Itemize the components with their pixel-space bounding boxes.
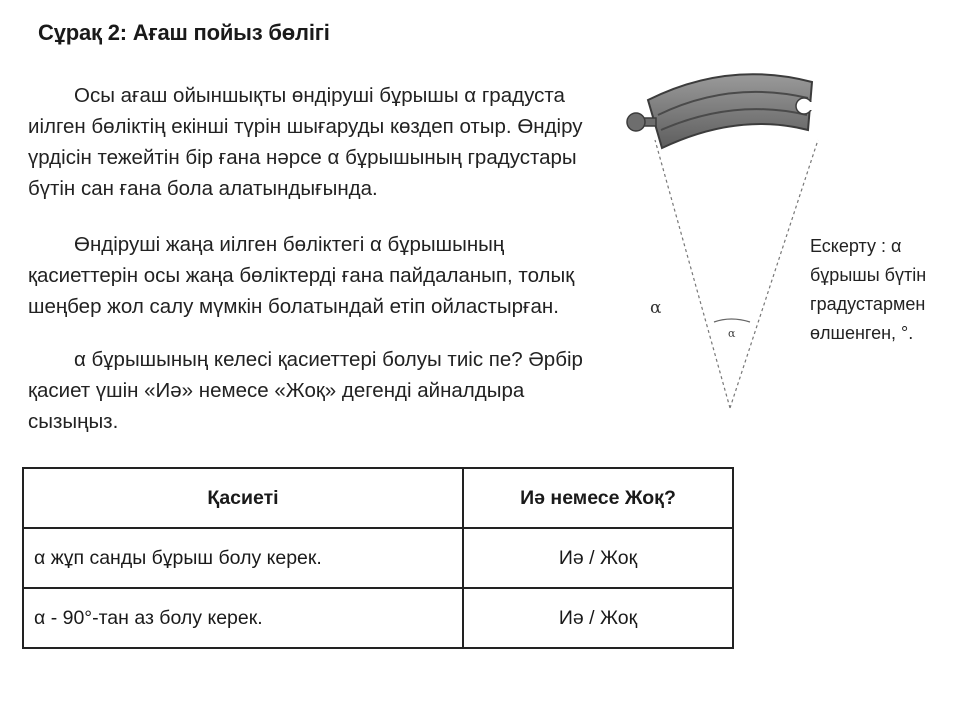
header-answer: Иә немесе Жоқ?	[463, 468, 733, 528]
table-header-row	[23, 468, 733, 528]
track-piece-figure	[600, 60, 820, 420]
paragraph-instruction	[28, 344, 618, 437]
wooden-track-piece	[627, 74, 816, 148]
radius-line-right	[730, 140, 818, 408]
header-property: Қасиеті	[23, 468, 463, 528]
table-row	[23, 588, 733, 648]
answer-cell[interactable]: Иә / Жоқ	[463, 588, 733, 648]
answer-cell[interactable]: Иә / Жоқ	[463, 528, 733, 588]
radius-line-left	[655, 140, 730, 408]
property-cell: α жұп санды бұрыш болу керек.	[23, 528, 463, 588]
table-row	[23, 528, 733, 588]
paragraph-design-text: Өндіруші жаңа иілген бөліктегі α бұрышының қасиеттерін осы жаңа бөліктерді ғана пайдаланып, толық шеңбер жол салу мүмкін болатындай етіп ойластырған.	[28, 233, 575, 318]
paragraph-design	[28, 229, 618, 322]
paragraph-instruction-text: α бұрышының келесі қасиеттері болуы тиіс пе? Әрбір қасиет үшін «Иә» немесе «Жоқ» дегенді айналдыра сызыңыз.	[28, 348, 583, 433]
angle-inner-label: α	[728, 327, 736, 340]
paragraph-intro	[28, 80, 618, 204]
properties-table	[22, 467, 734, 649]
angle-arc	[714, 319, 750, 322]
note-text: Ескерту : α бұрышы бүтін градустармен өлшенген, °.	[810, 236, 927, 343]
property-cell: α - 90°-тан аз болу керек.	[23, 588, 463, 648]
angle-outer-label: α	[650, 298, 662, 318]
paragraph-intro-text: Осы ағаш ойыншықты өндіруші бұрышы α градуста иілген бөліктің екінші түрін шығаруды көздеп отыр. Өндіру үрдісін тежейтін бір ғана нәрсе α бұрышының градустары бүтін сан ғана бола алатындығында.	[28, 84, 583, 200]
question-title: Сұрақ 2: Ағаш пойыз бөлігі	[38, 20, 330, 45]
